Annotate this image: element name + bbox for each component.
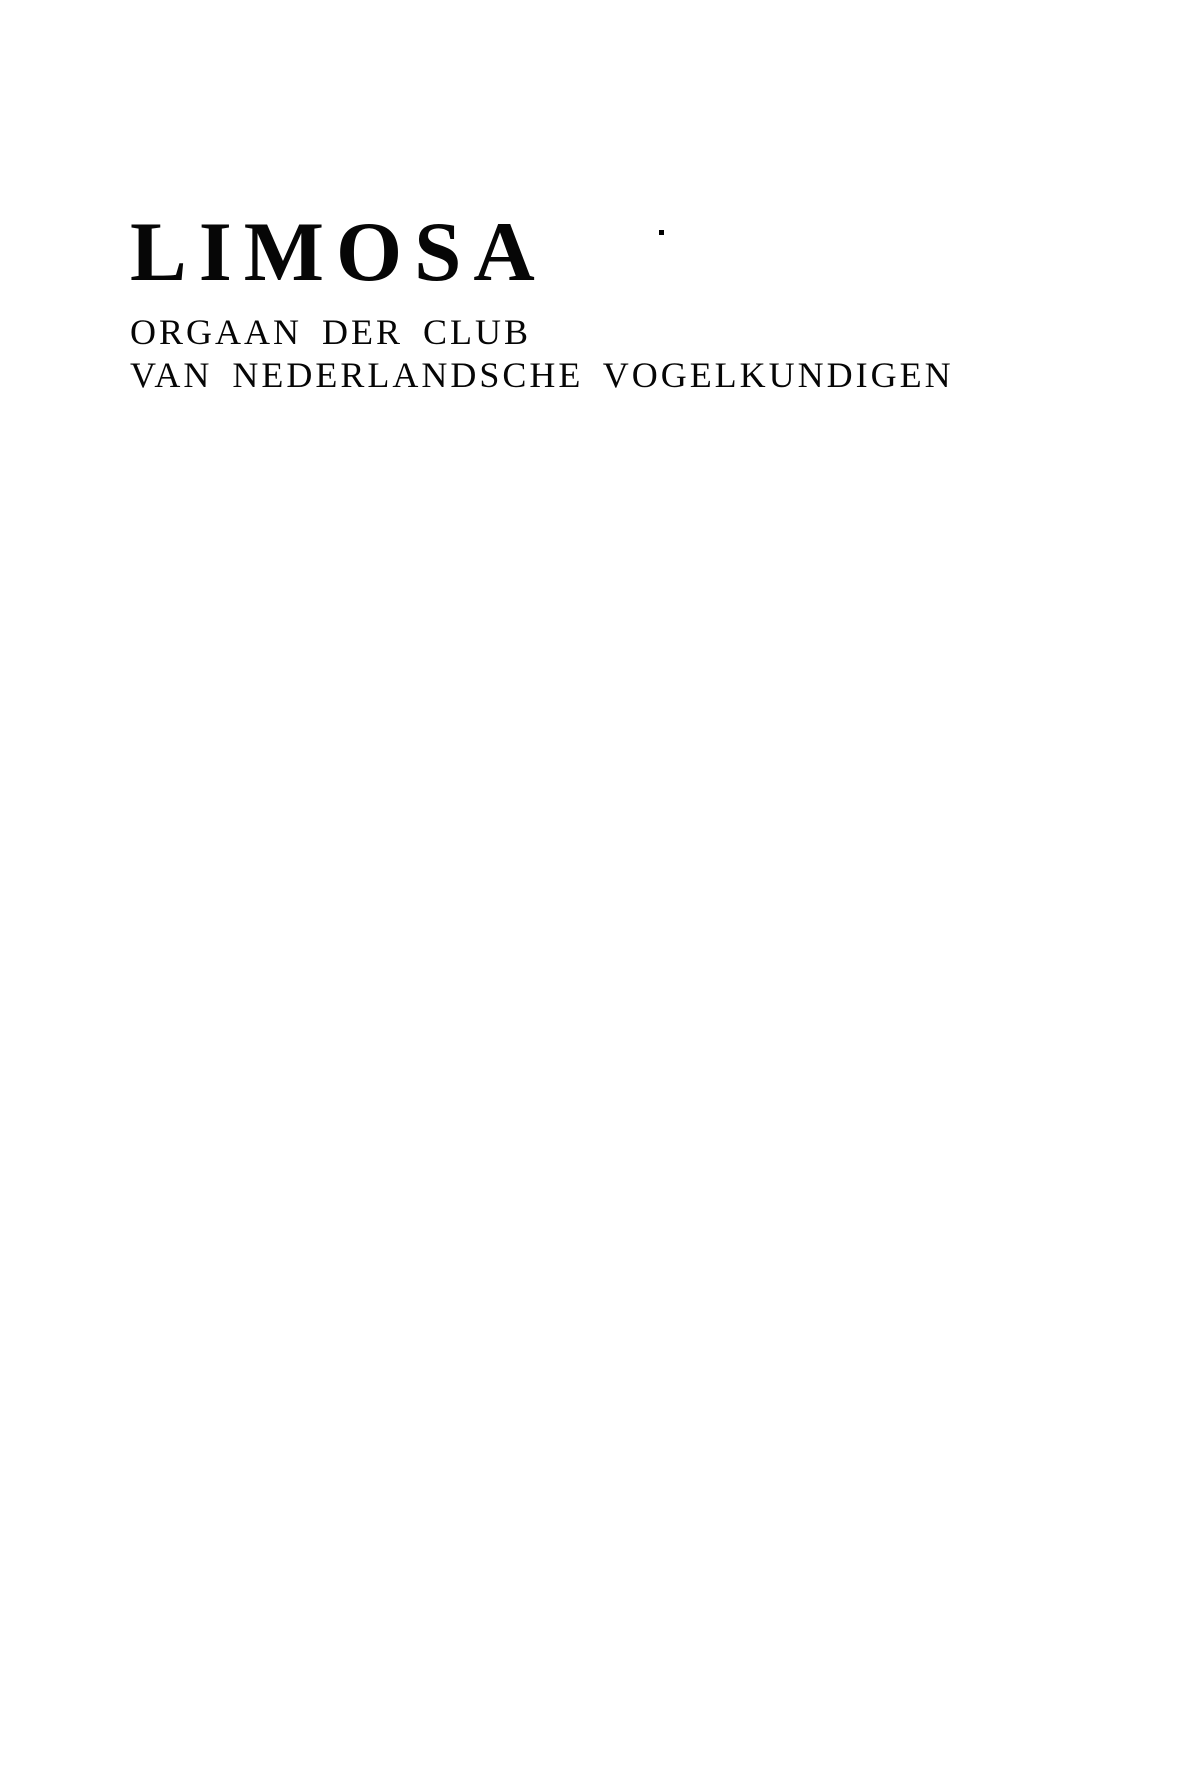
subtitle-line-1: ORGAAN DER CLUB: [130, 312, 532, 352]
journal-title: LIMOSA: [130, 205, 547, 299]
ink-dot: [659, 230, 664, 235]
subtitle-line-2: VAN NEDERLANDSCHE VOGELKUNDIGEN: [130, 355, 954, 395]
journal-subtitle: [130, 311, 954, 397]
